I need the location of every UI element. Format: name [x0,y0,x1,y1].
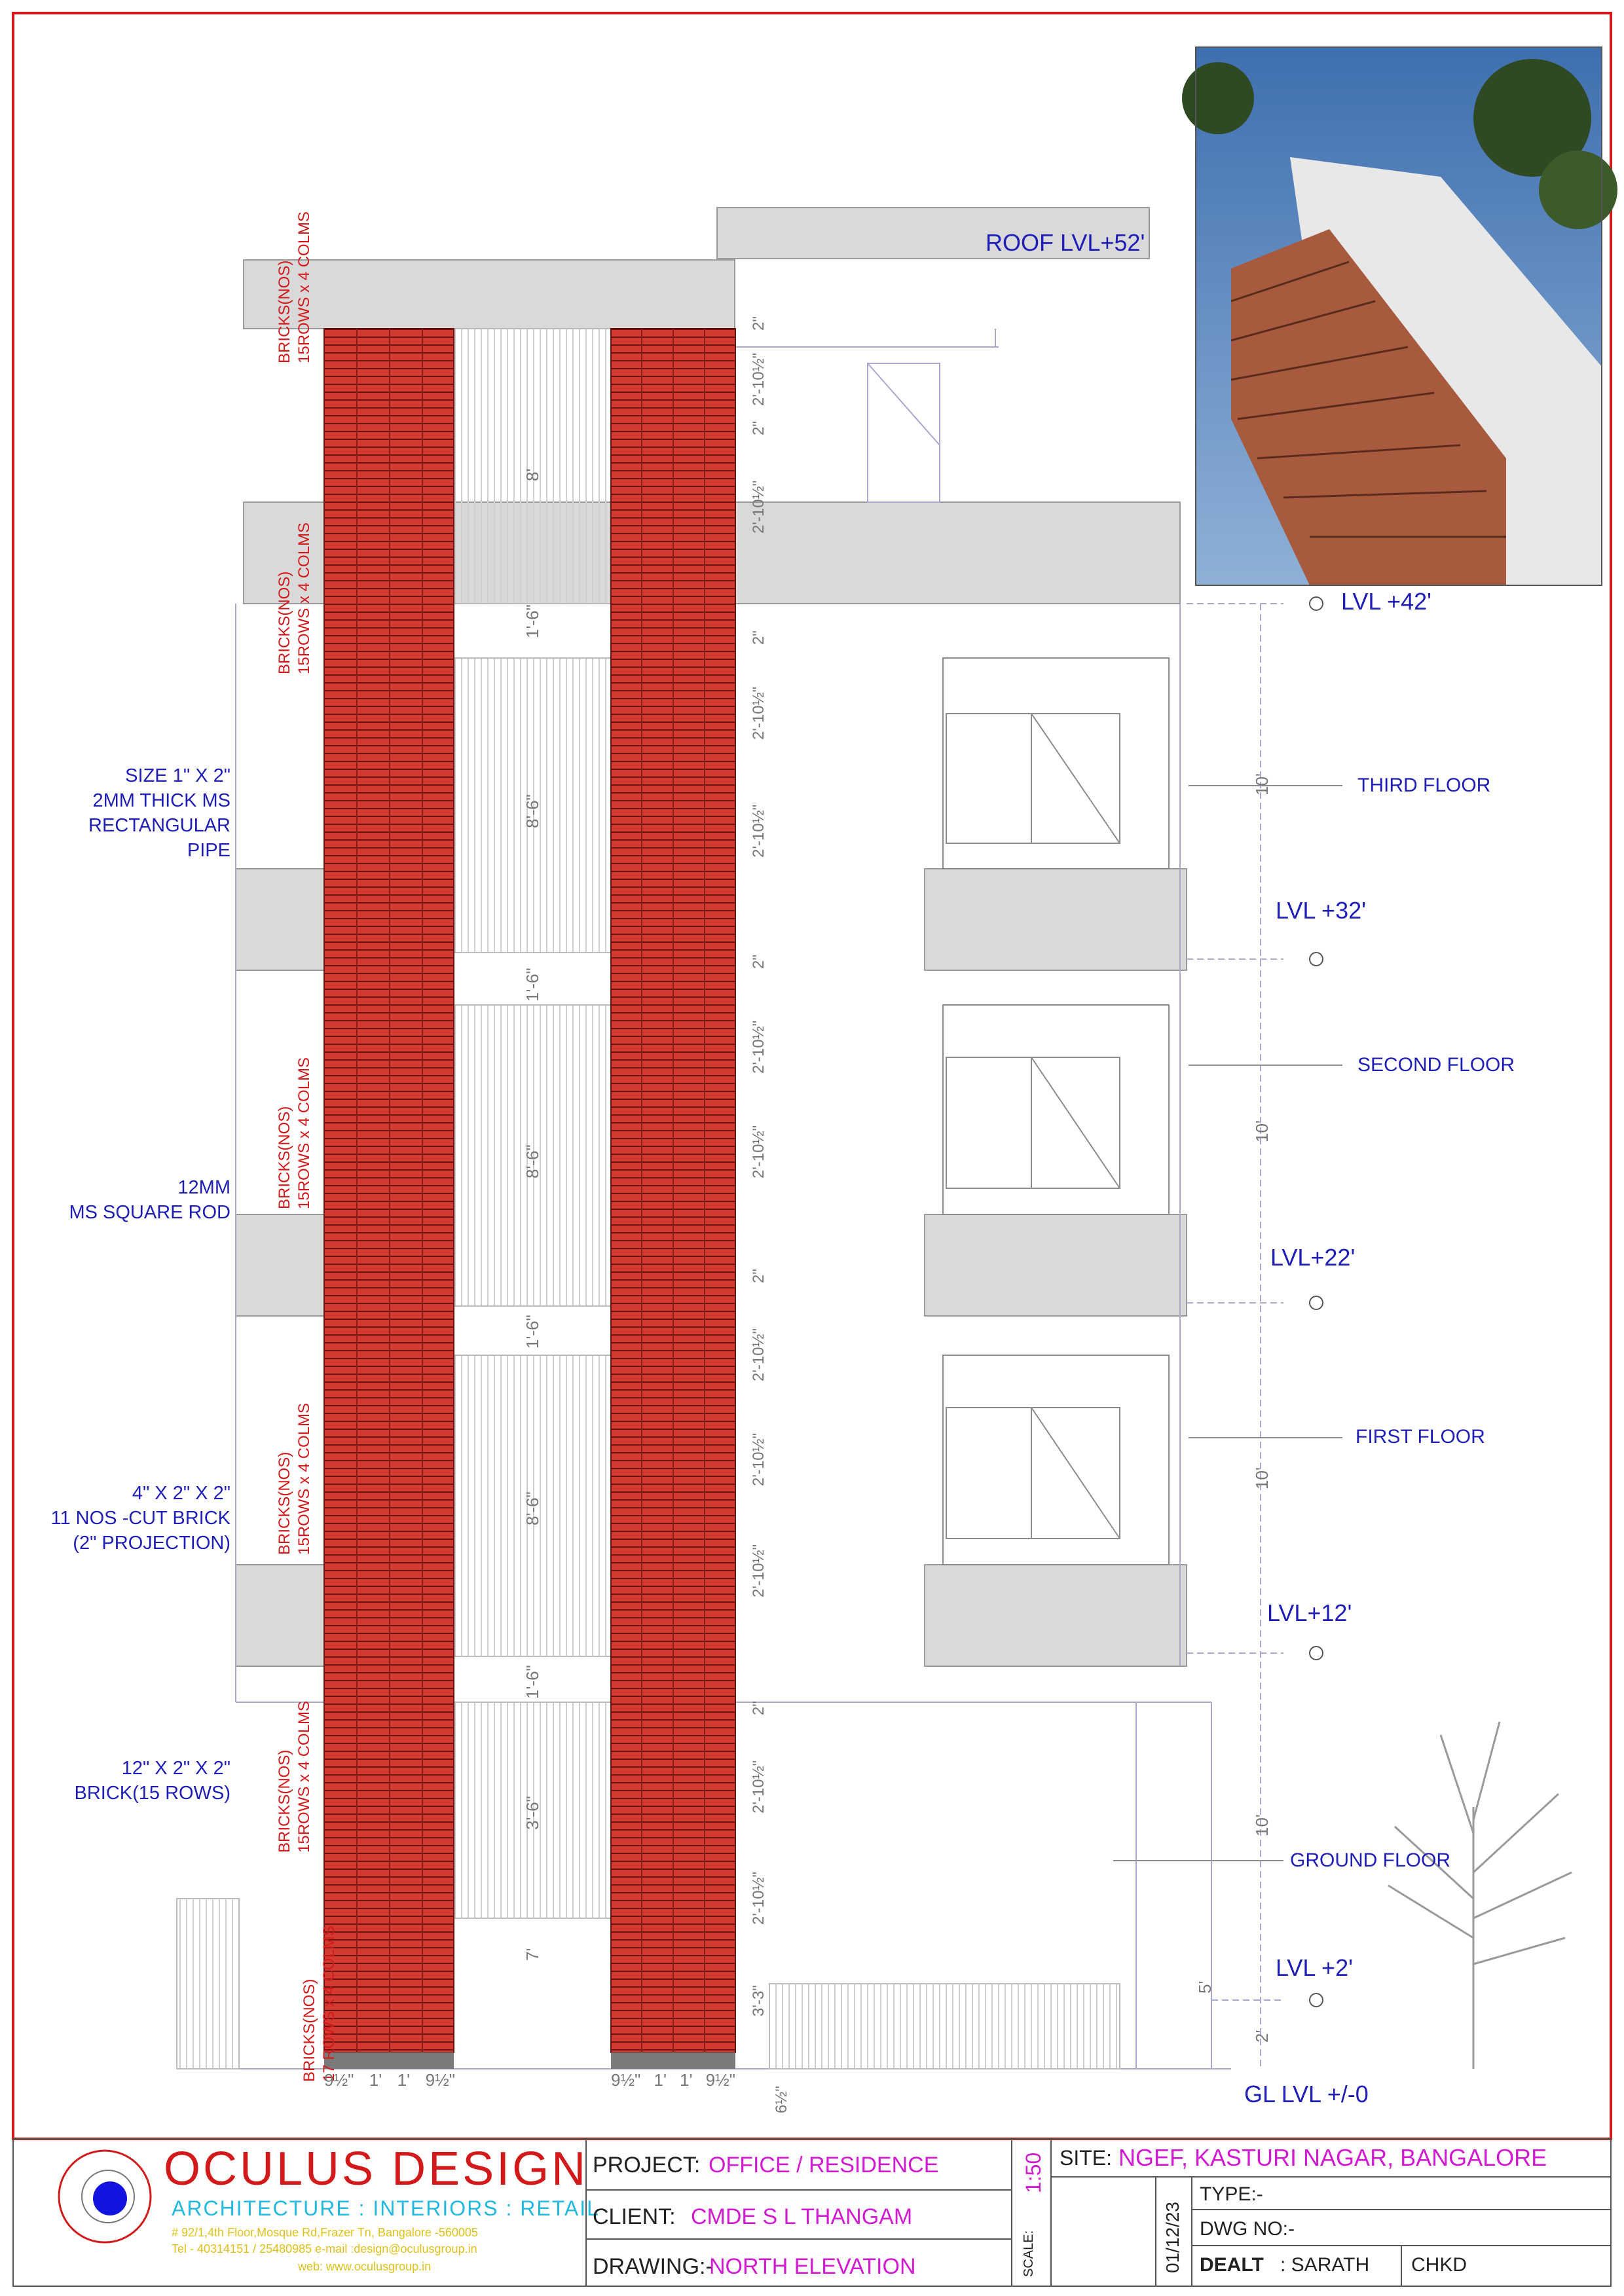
col-width-3: 1' [397,2070,411,2090]
brick-label-5: BRICKS(NOS) 15ROWS x 4 COLMS [276,1700,313,1853]
level-label-12: LVL+12' [1267,1599,1352,1626]
col-dim-9: 2'-10½" [750,1020,767,1074]
col-dim-4: 2'-10½" [750,480,767,534]
col-width-left [324,2070,455,2090]
gap-dim-4: 1'-6" [523,968,542,1002]
base-height: 2' [1252,2030,1272,2043]
note-cut-brick: 4" X 2" X 2" 11 NOS -CUT BRICK (2" PROJECTION) [50,1483,231,1554]
gap-dim-6: 1'-6" [523,1315,542,1349]
client-value: CMDE S L THANGAM [691,2204,913,2229]
dwg-no-label: DWG NO:- [1200,2218,1295,2240]
floor-height-1: 10' [1252,1467,1272,1489]
scale-label: SCALE: [1022,2230,1036,2277]
dealt-value: : SARATH [1280,2254,1370,2276]
drawing-date: 01/12/23 [1162,2202,1183,2273]
column-base-right [611,2052,735,2069]
col-dim-5: 2" [750,630,767,645]
gap-dim-10: 7' [523,1948,542,1961]
company-tagline: ARCHITECTURE : INTERIORS : RETAIL [172,2196,600,2220]
level-label-2: LVL +2' [1276,1954,1353,1981]
floor-label-first: FIRST FLOOR [1356,1426,1485,1448]
gap-dim-2: 1'-6" [523,604,542,638]
note-rod: 12MM MS SQUARE ROD [69,1177,231,1223]
level-label-32: LVL +32' [1276,897,1366,924]
col-dim-3: 2" [750,421,767,435]
brick-label-2: BRICKS(NOS) 15ROWS x 4 COLMS [276,522,313,674]
col-dim-8: 2" [750,955,767,969]
brick-label-1: BRICKS(NOS) 15ROWS x 4 COLMS [276,211,313,363]
col-dim-7: 2'-10½" [750,804,767,858]
slab-22-right [925,1214,1187,1316]
brick-label-4: BRICKS(NOS) 15ROWS x 4 COLMS [276,1402,313,1555]
col-dim-19: 6½" [773,2086,790,2113]
dealt-label: DEALT [1200,2254,1264,2276]
window-third [943,658,1169,869]
tree-illustration [1388,1722,1572,2069]
floor-label-third: THIRD FLOOR [1357,774,1491,796]
company-contact: Tel - 40314151 / 25480985 e-mail :design@oculusgroup.in [172,2242,477,2255]
client-label: CLIENT: [593,2204,676,2229]
roof-parapet-left [244,260,735,329]
slab-12-left [236,1565,327,1666]
col-dim-1: 2" [750,316,767,331]
floor-height-2: 10' [1252,1120,1272,1142]
slab-12-right [925,1565,1187,1666]
col-width-5: 9½" [611,2070,641,2090]
col-dim-13: 2'-10½" [750,1432,767,1486]
col-width-1: 9½" [324,2070,354,2090]
note-pipe: SIZE 1" X 2" 2MM THICK MS RECTANGULAR PIPE [88,765,231,861]
col-width-right [611,2070,735,2090]
floor-height-0: 10' [1252,1814,1272,1836]
drawing-value: NORTH ELEVATION [709,2254,916,2279]
scale-value: 1:50 [1022,2152,1045,2193]
site-label: SITE: [1060,2146,1113,2170]
window-second [943,1005,1169,1214]
slab-22-left [236,1214,327,1316]
floor-height-3: 10' [1252,773,1272,795]
col-width-7: 1' [680,2070,693,2090]
type-label: TYPE:- [1200,2183,1263,2205]
note-brick: 12" X 2" X 2" BRICK(15 ROWS) [74,1758,231,1804]
floor-label-second: SECOND FLOOR [1357,1054,1515,1076]
windows [943,658,1169,1565]
company-name: OCULUS DESIGN [164,2143,589,2195]
drawing-label: DRAWING:- [593,2254,713,2279]
roof-level-label: ROOF LVL+52' [986,229,1145,256]
floor-label-ground: GROUND FLOOR [1290,1850,1451,1871]
col-dim-18: 3'-3" [750,1985,767,2016]
plinth-height: 5' [1195,1980,1215,1994]
col-dim-6: 2'-10½" [750,686,767,740]
col-dim-10: 2'-10½" [750,1125,767,1178]
ground-level-label: GL LVL +/-0 [1244,2081,1369,2107]
side-gate-panel [177,1899,239,2069]
company-web: web: www.oculusgroup.in [298,2260,432,2273]
window-first [943,1355,1169,1565]
col-width-2: 1' [369,2070,382,2090]
company-logo [59,2151,151,2242]
checked-label: CHKD [1411,2254,1467,2276]
site-value: NGEF, KASTURI NAGAR, BANGALORE [1118,2144,1547,2171]
col-dim-12: 2'-10½" [750,1328,767,1381]
building-photo [1182,47,1617,585]
brick-label-3: BRICKS(NOS) 15ROWS x 4 COLMS [276,1057,313,1209]
col-dim-2: 2'-10½" [750,352,767,406]
gap-dim-1: 8' [523,468,542,481]
gate-panel [769,1984,1120,2069]
col-dim-15: 2" [750,1701,767,1715]
level-markers [1310,597,1323,2007]
screen-panel-1 [454,329,611,604]
level-label-42: LVL +42' [1341,588,1431,615]
col-dim-11: 2" [750,1269,767,1283]
brick-label-6: BRICKS(NOS) 17 ROWS x 4 COLMS [301,1925,338,2082]
slab-32-left [236,869,327,970]
gap-dim-9: 3'-6" [523,1796,542,1830]
col-dim-17: 2'-10½" [750,1871,767,1925]
gap-dim-7: 8'-6" [523,1491,542,1525]
slab-32-right [925,869,1187,970]
company-address: # 92/1,4th Floor,Mosque Rd,Frazer Tn, Bangalore -560005 [172,2226,478,2239]
col-dim-16: 2'-10½" [750,1760,767,1813]
gap-dim-5: 8'-6" [523,1144,542,1178]
col-width-8: 9½" [705,2070,735,2090]
level-label-22: LVL+22' [1270,1244,1356,1271]
col-dim-14: 2'-10½" [750,1544,767,1597]
gap-dim-8: 1'-6" [523,1665,542,1699]
column-base-left [324,2052,454,2069]
project-label: PROJECT: [593,2153,701,2178]
level-lines [1187,604,1283,2069]
col-width-6: 1' [654,2070,667,2090]
project-value: OFFICE / RESIDENCE [709,2153,939,2178]
col-width-4: 9½" [425,2070,455,2090]
gap-dim-3: 8'-6" [523,794,542,828]
